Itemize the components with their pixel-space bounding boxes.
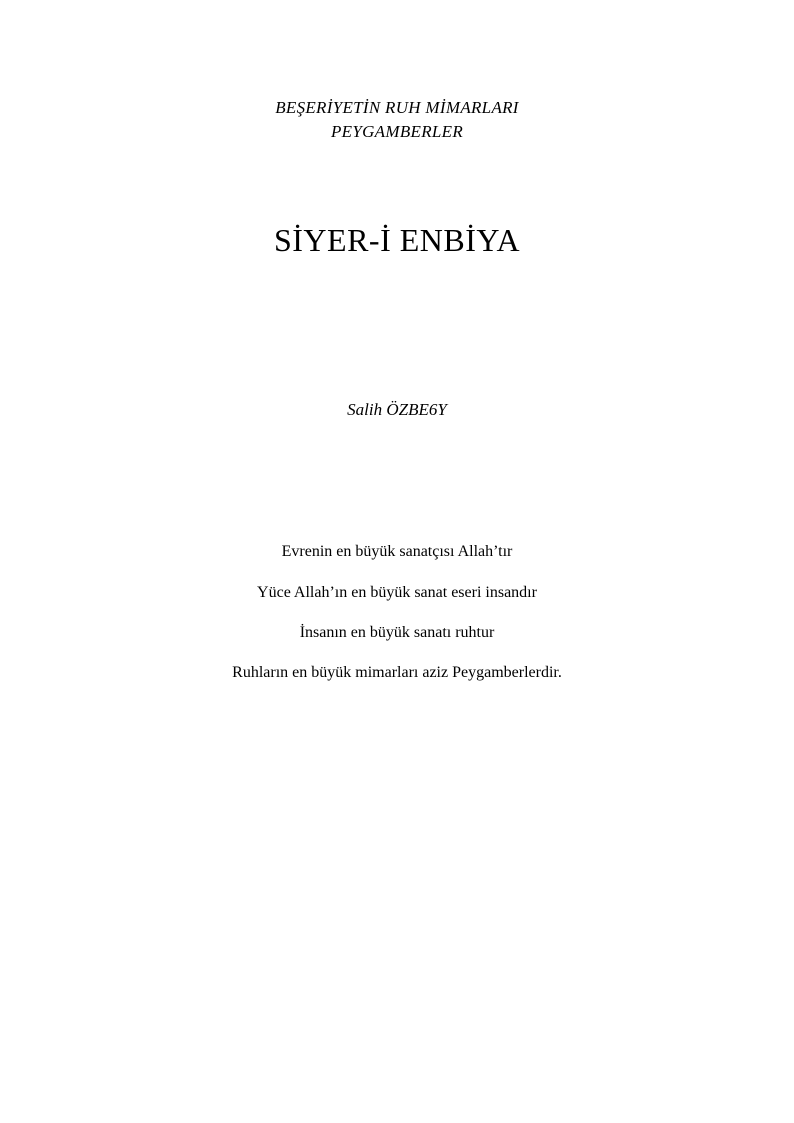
- verse-line-3: İnsanın en büyük sanatı ruhtur: [299, 624, 495, 641]
- verse-line-2: Yüce Allah’ın en büyük sanat eseri insandır: [257, 584, 537, 601]
- author-name: Salih ÖZBE6Y: [347, 400, 447, 419]
- verse-line-1: Evrenin en büyük sanatçısı Allah’tır: [281, 543, 513, 560]
- series-title-line-2: PEYGAMBERLER: [330, 122, 464, 141]
- verse-line-4: Ruhların en büyük mimarları aziz Peygamberlerdir.: [232, 664, 562, 681]
- series-title-line-1: BEŞERİYETİN RUH MİMARLARI: [275, 98, 519, 117]
- book-title: SİYER-İ ENBİYA: [273, 222, 521, 258]
